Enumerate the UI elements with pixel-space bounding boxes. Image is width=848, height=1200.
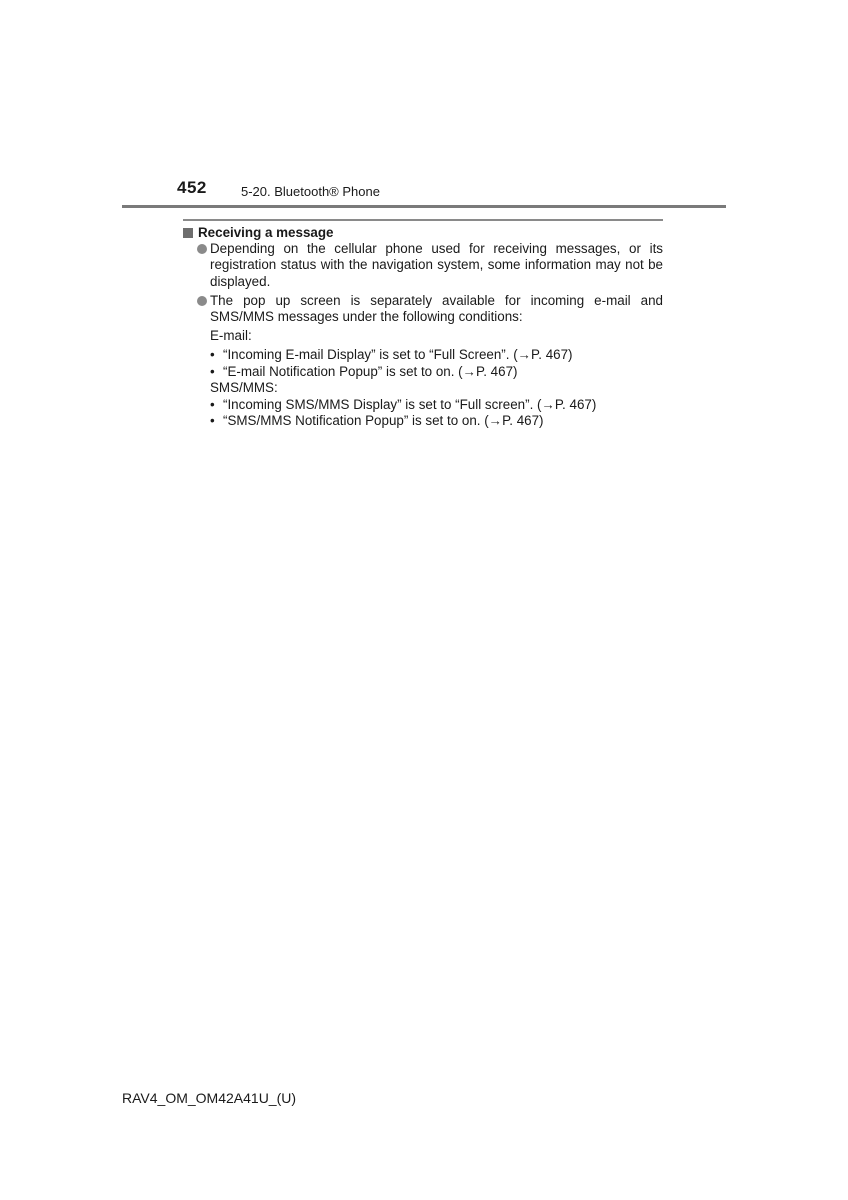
list-item-text: “E-mail Notification Popup” is set to on. (→P. 467) [223, 363, 518, 379]
section-divider [183, 219, 663, 221]
header-divider [122, 205, 726, 208]
list-item-text: “Incoming E-mail Display” is set to “Full Screen”. (→P. 467) [223, 347, 573, 363]
list-item [210, 364, 663, 380]
conditions-block [183, 328, 663, 429]
manual-content [183, 225, 663, 429]
list-item-text: “SMS/MMS Notification Popup” is set to on. (→P. 467) [223, 413, 544, 429]
paragraph-text: The pop up screen is separately available for incoming e-mail and SMS/MMS messages under the following conditions: [210, 292, 663, 325]
list-item [210, 397, 663, 413]
list-item [210, 347, 663, 363]
paragraph-text: Depending on the cellular phone used for receiving messages, or its registration status with the navigation system, some information may not be displayed. [210, 241, 663, 289]
paragraph-depending [183, 241, 663, 290]
email-label: E-mail: [210, 328, 252, 344]
section-heading [183, 225, 663, 241]
sms-label: SMS/MMS: [210, 379, 278, 395]
square-bullet-icon [183, 228, 193, 238]
list-item [210, 413, 663, 429]
section-title: 5-20. Bluetooth® Phone [241, 184, 380, 199]
paragraph-popup [183, 293, 663, 325]
bullet-dot-icon: • [210, 397, 215, 413]
bullet-dot-icon: • [210, 413, 215, 429]
circle-bullet-icon [197, 244, 207, 254]
section-heading-text: Receiving a message [198, 225, 334, 240]
circle-bullet-icon [197, 296, 207, 306]
page-number: 452 [177, 178, 207, 197]
footer-doc-id: RAV4_OM_OM42A41U_(U) [122, 1090, 297, 1106]
bullet-dot-icon: • [210, 363, 215, 379]
bullet-dot-icon: • [210, 347, 215, 363]
list-item-text: “Incoming SMS/MMS Display” is set to “Full screen”. (→P. 467) [223, 397, 597, 413]
